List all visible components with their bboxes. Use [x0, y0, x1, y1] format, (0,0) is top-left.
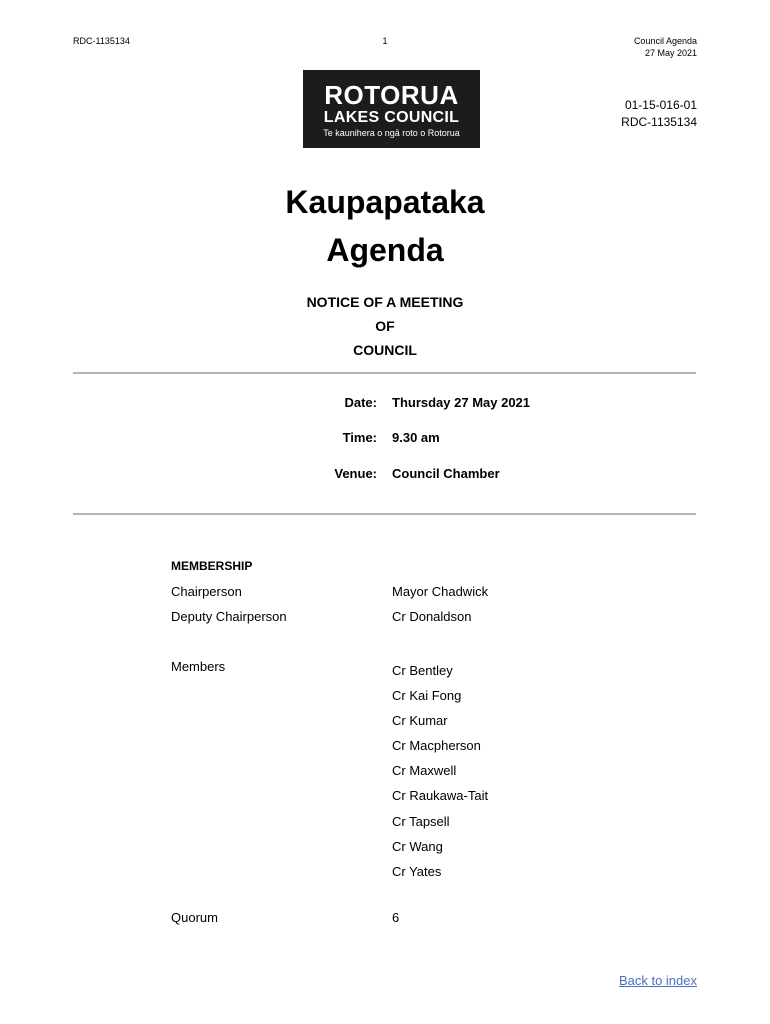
member-item: Cr Maxwell: [392, 763, 457, 779]
membership-heading: MEMBERSHIP: [171, 559, 253, 573]
logo-tagline: Te kaunihera o ngā roto o Rotorua: [323, 127, 460, 138]
member-item: Cr Kai Fong: [392, 688, 462, 704]
venue-value: Council Chamber: [392, 466, 500, 481]
header-doc-info: [634, 35, 697, 59]
divider-bottom: [73, 513, 696, 515]
quorum-value: 6: [392, 910, 400, 925]
time-value: 9.30 am: [392, 430, 440, 445]
time-label: Time:: [342, 430, 377, 445]
title-maori: Kaupapataka: [285, 184, 485, 220]
member-item: Cr Bentley: [392, 663, 453, 678]
date-value: Thursday 27 May 2021: [392, 395, 531, 410]
member-item: Cr Wang: [392, 838, 443, 854]
venue-label: Venue:: [334, 466, 377, 481]
quorum-label: Quorum: [171, 910, 218, 925]
header-doc-id: RDC-1135134: [73, 36, 130, 46]
chairperson-value: Mayor Chadwick: [392, 584, 489, 599]
back-to-index-link[interactable]: Back to index: [618, 973, 697, 988]
deputy-chairperson-value: Cr Donaldson: [392, 609, 472, 624]
deputy-chairperson-label: Deputy Chairperson: [171, 609, 287, 624]
header-page-number: 1: [382, 36, 388, 46]
header-doc-type: Council Agenda: [633, 36, 697, 46]
member-item: Cr Yates: [392, 863, 442, 879]
council-logo: [303, 70, 480, 148]
notice-line-2: OF: [375, 318, 395, 334]
logo-line-2: LAKES COUNCIL: [323, 108, 460, 126]
member-item: Cr Macpherson: [392, 738, 481, 754]
record-number: RDC-1135134: [621, 115, 697, 129]
members-list: [392, 658, 488, 884]
members-label: Members: [171, 659, 226, 674]
page-title: [0, 178, 770, 274]
header-doc-date: 27 May 2021: [644, 48, 697, 58]
member-item: Cr Kumar: [392, 713, 448, 729]
divider-top: [73, 372, 696, 374]
reference-numbers: [621, 97, 697, 131]
chairperson-label: Chairperson: [171, 584, 242, 599]
notice-line-3: COUNCIL: [353, 342, 417, 358]
member-item: Cr Tapsell: [392, 813, 450, 829]
meeting-notice: [0, 290, 770, 362]
notice-line-1: NOTICE OF A MEETING: [306, 294, 464, 310]
file-number: 01-15-016-01: [624, 98, 697, 112]
logo-line-1: ROTORUA: [324, 79, 459, 110]
title-english: Agenda: [326, 232, 444, 268]
member-item: Cr Raukawa-Tait: [392, 788, 489, 804]
date-label: Date:: [344, 395, 377, 410]
